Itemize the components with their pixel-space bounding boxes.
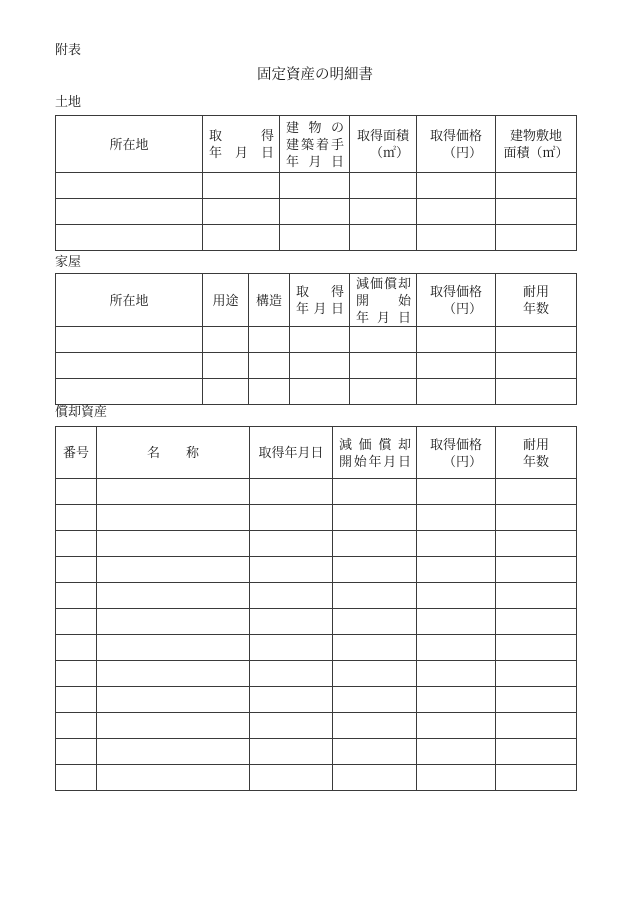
table-cell <box>97 635 250 661</box>
section-heading-buildings: 家屋 <box>55 254 82 269</box>
col-usage-label: 用途 <box>212 292 239 308</box>
col-acquisition-date-line-2: 年月日 <box>209 145 274 160</box>
col-depreciation-start-date <box>333 427 417 479</box>
col-location-label: 所在地 <box>109 136 149 152</box>
col-acquisition-price-label <box>430 436 482 470</box>
table-cell <box>333 687 417 713</box>
table-cell <box>333 479 417 505</box>
buildings-table-header <box>56 274 577 327</box>
table-cell <box>496 379 577 405</box>
col-number <box>56 427 97 479</box>
table-cell <box>333 531 417 557</box>
table-cell <box>496 173 577 199</box>
table-cell <box>250 583 333 609</box>
table-cell <box>350 225 417 251</box>
table-cell <box>249 379 290 405</box>
col-acquisition-date-line-2: 年月日 <box>296 301 344 316</box>
col-construction-start-date <box>280 116 350 173</box>
table-row <box>56 739 577 765</box>
depreciable-assets-table <box>55 426 577 791</box>
col-structure-label: 構造 <box>255 292 282 308</box>
table-cell <box>56 583 97 609</box>
table-cell <box>333 609 417 635</box>
table-row <box>56 353 577 379</box>
col-acquired-area-line-1: 取得面積 <box>356 128 409 143</box>
table-row <box>56 765 577 791</box>
col-acquisition-price-label <box>430 283 482 317</box>
table-cell <box>250 687 333 713</box>
table-cell <box>56 379 203 405</box>
table-cell <box>496 479 577 505</box>
table-row <box>56 505 577 531</box>
table-cell <box>496 687 577 713</box>
table-cell <box>417 199 496 225</box>
table-cell <box>333 505 417 531</box>
table-cell <box>350 327 417 353</box>
table-cell <box>496 635 577 661</box>
table-cell <box>333 713 417 739</box>
col-acquisition-date-label: 取得年月日 <box>258 445 324 460</box>
col-depreciation-start-date-line-3: 年月日 <box>356 309 411 325</box>
col-location <box>56 274 203 327</box>
table-cell <box>280 173 350 199</box>
table-cell <box>97 739 250 765</box>
col-location-label: 所在地 <box>109 292 149 308</box>
col-acquisition-price-line-2: （円） <box>442 145 482 160</box>
table-cell <box>97 583 250 609</box>
col-depreciation-start-date <box>350 274 417 327</box>
col-useful-life-line-1: 耐用 <box>522 436 549 452</box>
annex-label: 附表 <box>55 42 82 57</box>
table-cell <box>417 557 496 583</box>
table-cell <box>56 353 203 379</box>
buildings-table-body <box>56 327 577 405</box>
table-row <box>56 327 577 353</box>
buildings-table <box>55 273 577 405</box>
table-cell <box>496 661 577 687</box>
table-row <box>56 379 577 405</box>
col-number-label: 番号 <box>62 445 89 460</box>
col-acquisition-price-line-1: 取得価格 <box>429 284 482 299</box>
table-cell <box>56 739 97 765</box>
table-cell <box>203 173 280 199</box>
table-cell <box>203 225 280 251</box>
table-cell <box>417 353 496 379</box>
table-cell <box>250 739 333 765</box>
table-cell <box>56 609 97 635</box>
col-useful-life-line-2: 年数 <box>522 301 549 316</box>
table-cell <box>350 199 417 225</box>
table-cell <box>250 765 333 791</box>
table-cell <box>203 353 249 379</box>
table-cell <box>56 505 97 531</box>
table-cell <box>249 353 290 379</box>
col-acquired-area <box>350 116 417 173</box>
table-row <box>56 479 577 505</box>
table-cell <box>496 353 577 379</box>
table-cell <box>290 353 350 379</box>
col-useful-life-line-1: 耐用 <box>522 284 549 299</box>
table-cell <box>97 661 250 687</box>
table-cell <box>56 531 97 557</box>
table-cell <box>250 713 333 739</box>
table-cell <box>496 713 577 739</box>
col-depreciation-start-date-line-2: 開始年月日 <box>339 453 411 469</box>
table-cell <box>417 225 496 251</box>
col-acquired-area-label <box>357 127 409 161</box>
table-cell <box>496 609 577 635</box>
table-cell <box>417 479 496 505</box>
table-row <box>56 557 577 583</box>
table-cell <box>56 765 97 791</box>
col-acquisition-price <box>417 427 496 479</box>
table-cell <box>417 505 496 531</box>
table-cell <box>417 531 496 557</box>
col-acquired-area-line-2: （㎡） <box>369 145 409 160</box>
table-cell <box>350 173 417 199</box>
col-acquisition-date <box>250 427 333 479</box>
land-table <box>55 115 577 251</box>
table-cell <box>56 173 203 199</box>
table-cell <box>56 661 97 687</box>
table-cell <box>350 379 417 405</box>
table-cell <box>496 225 577 251</box>
table-cell <box>333 635 417 661</box>
table-cell <box>496 505 577 531</box>
header-row <box>56 116 577 173</box>
col-useful-life-line-2: 年数 <box>522 453 549 469</box>
col-structure <box>249 274 290 327</box>
table-cell <box>97 713 250 739</box>
table-row <box>56 225 577 251</box>
table-cell <box>417 739 496 765</box>
col-acquisition-date <box>203 116 280 173</box>
header-row <box>56 274 577 327</box>
section-heading-land: 土地 <box>55 94 82 109</box>
table-cell <box>417 583 496 609</box>
col-name <box>97 427 250 479</box>
table-cell <box>496 557 577 583</box>
col-usage <box>203 274 249 327</box>
table-cell <box>417 765 496 791</box>
table-cell <box>97 687 250 713</box>
table-cell <box>496 765 577 791</box>
table-cell <box>56 199 203 225</box>
table-cell <box>417 173 496 199</box>
col-depreciation-start-date-line-1: 減価償却 <box>339 436 411 452</box>
table-cell <box>333 765 417 791</box>
table-cell <box>333 661 417 687</box>
table-cell <box>250 479 333 505</box>
table-cell <box>417 661 496 687</box>
col-acquisition-price-line-2: （円） <box>442 453 482 469</box>
col-acquisition-date <box>290 274 350 327</box>
table-cell <box>97 557 250 583</box>
table-cell <box>203 199 280 225</box>
table-row <box>56 199 577 225</box>
col-site-area-line-2: 面積（㎡） <box>503 145 569 160</box>
table-cell <box>56 713 97 739</box>
col-acquisition-price-line-2: （円） <box>442 301 482 316</box>
table-cell <box>280 225 350 251</box>
assets-table-body <box>56 479 577 791</box>
col-useful-life <box>496 427 577 479</box>
document-title: 固定資産の明細書 <box>257 67 373 83</box>
table-cell <box>350 353 417 379</box>
col-useful-life <box>496 274 577 327</box>
table-row <box>56 609 577 635</box>
col-name-label: 名 称 <box>146 445 199 460</box>
table-row <box>56 713 577 739</box>
table-row <box>56 531 577 557</box>
table-cell <box>56 557 97 583</box>
col-acquisition-price-line-1: 取得価格 <box>429 128 482 143</box>
table-cell <box>496 531 577 557</box>
land-table-header <box>56 116 577 173</box>
table-cell <box>250 609 333 635</box>
col-location <box>56 116 203 173</box>
table-cell <box>250 661 333 687</box>
section-heading-depreciable-assets: 償却資産 <box>55 404 108 419</box>
table-cell <box>97 531 250 557</box>
header-row <box>56 427 577 479</box>
table-cell <box>203 379 249 405</box>
land-table-body <box>56 173 577 251</box>
col-construction-start-date-line-1: 建物の <box>286 119 344 135</box>
table-cell <box>97 505 250 531</box>
table-row <box>56 583 577 609</box>
table-cell <box>417 379 496 405</box>
table-cell <box>417 687 496 713</box>
table-cell <box>56 327 203 353</box>
col-site-area-line-1: 建物敷地 <box>509 128 562 143</box>
col-construction-start-date-line-2: 建築着手 <box>286 136 344 152</box>
table-cell <box>417 609 496 635</box>
table-cell <box>56 687 97 713</box>
col-acquisition-price <box>417 274 496 327</box>
table-cell <box>56 225 203 251</box>
table-row <box>56 635 577 661</box>
table-cell <box>417 635 496 661</box>
table-cell <box>97 765 250 791</box>
table-row <box>56 687 577 713</box>
col-acquisition-price <box>417 116 496 173</box>
table-cell <box>290 379 350 405</box>
table-cell <box>496 583 577 609</box>
table-cell <box>333 739 417 765</box>
table-cell <box>496 199 577 225</box>
col-site-area <box>496 116 577 173</box>
table-cell <box>250 557 333 583</box>
table-cell <box>250 635 333 661</box>
table-cell <box>496 327 577 353</box>
assets-table-header <box>56 427 577 479</box>
col-acquisition-date-line-1: 取得 <box>209 128 274 143</box>
col-acquisition-date-line-1: 取得 <box>296 284 344 299</box>
table-cell <box>280 199 350 225</box>
col-construction-start-date-line-3: 年月日 <box>286 153 344 169</box>
table-row <box>56 661 577 687</box>
table-cell <box>56 479 97 505</box>
table-cell <box>417 327 496 353</box>
table-cell <box>333 557 417 583</box>
table-cell <box>97 479 250 505</box>
table-cell <box>417 713 496 739</box>
col-acquisition-price-label <box>430 127 482 161</box>
table-cell <box>97 609 250 635</box>
table-cell <box>250 531 333 557</box>
table-cell <box>203 327 249 353</box>
col-depreciation-start-date-line-2: 開始 <box>356 292 411 308</box>
table-cell <box>290 327 350 353</box>
table-cell <box>56 635 97 661</box>
table-row <box>56 173 577 199</box>
col-acquisition-price-line-1: 取得価格 <box>429 436 482 452</box>
table-cell <box>333 583 417 609</box>
col-depreciation-start-date-line-1: 減価償却 <box>356 275 411 291</box>
table-cell <box>249 327 290 353</box>
table-cell <box>250 505 333 531</box>
table-cell <box>496 739 577 765</box>
